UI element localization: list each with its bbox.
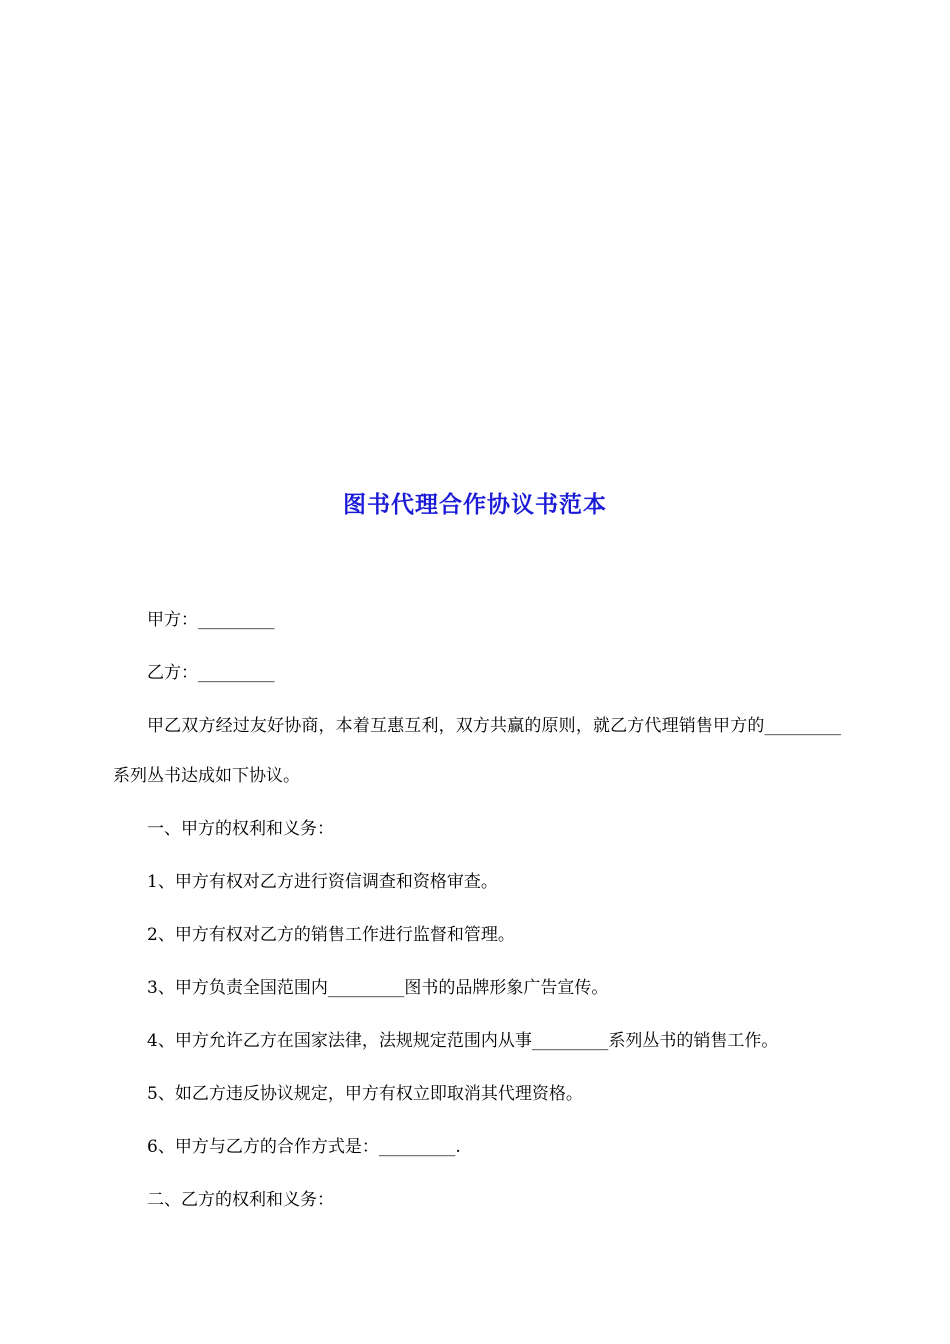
clause-a-4: 4、甲方允许乙方在国家法律，法规规定范围内从事_________系列丛书的销售工作。 [147, 1031, 779, 1051]
clause-a-3: 3、甲方负责全国范围内_________图书的品牌形象广告宣传。 [147, 978, 609, 998]
clause-a-5: 5、如乙方违反协议规定，甲方有权立即取消其代理资格。 [147, 1084, 583, 1104]
clause-a-6: 6、甲方与乙方的合作方式是：_________. [147, 1137, 461, 1157]
section-heading-party-b: 二、乙方的权利和义务： [147, 1190, 334, 1210]
clause-a-1: 1、甲方有权对乙方进行资信调查和资格审查。 [147, 872, 498, 892]
clause-a-2: 2、甲方有权对乙方的销售工作进行监督和管理。 [147, 925, 515, 945]
party-b-line: 乙方：_________ [147, 663, 275, 683]
party-a-line: 甲方：_________ [147, 610, 275, 630]
section-heading-party-a: 一、甲方的权利和义务： [147, 819, 334, 839]
intro-paragraph: 甲乙双方经过友好协商，本着互惠互利，双方共赢的原则，就乙方代理销售甲方的_________系列丛书达成如下协议。 [113, 716, 841, 786]
document-body [113, 605, 841, 1238]
document-title: 图书代理合作协议书范本 [343, 491, 607, 518]
